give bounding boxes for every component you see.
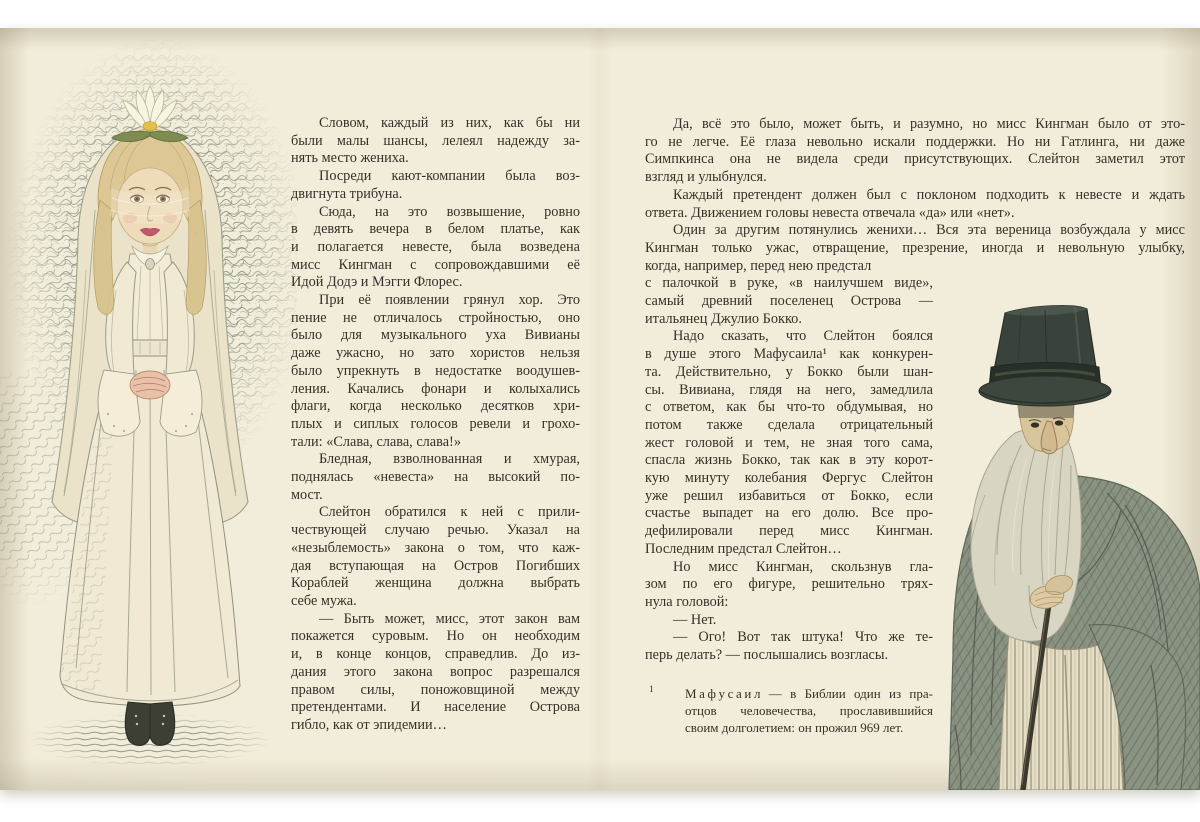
text-line: взгляд и улыбнулся. — [645, 169, 767, 186]
text-line: и полагается невесте, была возведена — [291, 238, 580, 255]
text-line: и, в конце концов, справедлив. До из- — [291, 646, 580, 663]
text-line: итальянец Джулио Бокко. — [645, 310, 802, 327]
text-line: претендентами. И население Острова — [291, 699, 580, 716]
text-line: самый древний поселенец Острова — — [645, 293, 933, 310]
text-line: Словом, каждый из них, как бы ни — [319, 115, 580, 131]
left-page-text-column — [291, 115, 580, 735]
text-line: дефилировали перед мисс Кингман. — [645, 523, 933, 540]
text-line: в девять вечера в белом платье, как — [291, 221, 580, 238]
text-line: гибло, как от эпидемии… — [291, 716, 447, 733]
text-line: своим долголетием: он прожил 969 лет. — [685, 720, 904, 736]
text-line: правом силы, поножовщиной между — [291, 681, 580, 698]
paragraph-block — [291, 611, 580, 735]
text-line: с палочкой в руке, «в наилучшем виде», — [645, 275, 933, 292]
text-line: Да, всё это было, может быть, и разумно, но мисс Кингман было от это- — [673, 116, 1185, 132]
text-line: счастье выпадет на его долю. Все про- — [645, 505, 933, 522]
text-line: нять место жениха. — [291, 150, 409, 167]
paragraph-block — [645, 275, 933, 328]
paragraph-block — [645, 116, 1185, 187]
flower-center — [143, 122, 157, 131]
text-line: уже решил избавиться от Бокко, если — [645, 487, 933, 504]
text-line: ления. Качались фонари и колыхались — [291, 380, 580, 397]
paragraph-block — [291, 504, 580, 610]
text-line: — Нет. — [673, 611, 717, 628]
paragraph-block — [645, 328, 933, 558]
text-line: кую минуту колебания Фергус Слейтон — [645, 470, 933, 487]
text-line: Посреди кают-компании была воз- — [319, 168, 580, 185]
text-line: го не легче. Её глаза невольно искали поддержки. Но ни Гатлинга, ни даже — [645, 133, 1185, 150]
text-line: Последним предстал Слейтон… — [645, 540, 842, 557]
footnote — [645, 685, 933, 737]
text-line: с ответом, как бы что-то обдумывая, но — [645, 399, 933, 416]
text-line: флаги, когда несколько десятков хри- — [291, 398, 580, 415]
text-line: «незыблемость» закона о том, что каж- — [291, 539, 580, 556]
text-line: мост. — [291, 486, 323, 503]
text-line: чествующей случаю речью. Указал на — [291, 522, 580, 539]
footnote-marker: 1 — [649, 685, 654, 695]
text-line: было для музыкального уха Вивианы — [291, 327, 580, 344]
right-page-text-column — [645, 116, 1185, 665]
text-line: Надо сказать, что Слейтон боялся — [673, 328, 933, 345]
text-line: Сюда, на это возвышение, ровно — [319, 203, 580, 220]
brooch — [146, 259, 155, 270]
text-line: отцов человечества, прославившийся — [685, 703, 933, 719]
text-line: перь делать? — послышались возгласы. — [645, 647, 889, 664]
text-line: сы. Вивиана, глядя на него, замедлила — [645, 381, 933, 398]
text-line: себе мужа. — [291, 592, 357, 609]
text-line: пение не отличалось стройностью, оно — [291, 309, 580, 326]
paragraph-block — [645, 629, 933, 664]
text-line: — Быть может, мисс, этот закон вам — [319, 610, 580, 627]
text-line: Кораблей женщина должна выбрать — [291, 575, 580, 592]
paragraph-block — [685, 685, 933, 737]
text-line: Каждый претендент должен был с поклоном подходить к невесте и ждать — [673, 186, 1185, 203]
paragraph-block — [291, 168, 580, 203]
text-line: мисс Кингман с сопровождавшими её — [291, 256, 580, 273]
text-line: зом по его фигуре, решительно трях- — [645, 576, 933, 593]
text-line: та. Действительно, у Бокко были шан- — [645, 363, 933, 380]
clasped-hands — [130, 371, 170, 399]
text-line: дания этого закона вопрос разрешался — [291, 663, 580, 680]
text-line: когда, например, перед нею предстал — [645, 257, 872, 274]
text-line: было упрекнуть в недостатке воодушев- — [291, 362, 580, 379]
paragraph-block — [645, 187, 1185, 222]
text-line: Идой Додэ и Мэгги Флорес. — [291, 274, 463, 291]
text-line: даже ужасно, но зато хористов нельзя — [291, 345, 580, 362]
text-line: потом также сделала отрицательный — [645, 416, 933, 433]
paragraph-block — [291, 451, 580, 504]
text-line: ответа. Движением головы невеста отвечала «да» или «нет». — [645, 204, 1015, 221]
footnote-text — [685, 685, 933, 737]
text-line: двигнута трибуна. — [291, 185, 403, 202]
text-line: были малы шансы, лелеял надежду за- — [291, 132, 580, 149]
text-line: дая вступающая на Остров Погибших — [291, 557, 580, 574]
text-line: плых и сиплых голосов ревели и грохо- — [291, 415, 580, 432]
book-spread — [0, 28, 1200, 790]
text-line: Симпкинса она не видела среди присутствующих. Слейтон заметил этот — [645, 151, 1185, 168]
paragraph-block — [291, 204, 580, 293]
text-line: Бледная, взволнованная и хмурая, — [319, 451, 580, 468]
text-line: в душе этого Мафусаила¹ как конкурен- — [645, 346, 933, 363]
text-line: поднялась «невеста» на высокий по- — [291, 469, 580, 486]
paragraph-block — [645, 612, 933, 630]
paragraph-block — [645, 258, 933, 276]
text-line: тали: «Слава, слава, слава!» — [291, 433, 461, 450]
paragraph-block — [645, 559, 933, 612]
paragraph-block — [291, 115, 580, 168]
text-line: Кингман только ужас, отвращение, презрение, иногда и невольную улыбку, — [645, 239, 1185, 256]
text-line: нула головой: — [645, 593, 729, 610]
text-line: При её появлении грянул хор. Это — [319, 292, 580, 309]
text-line: Но мисс Кингман, скользнув гла- — [673, 558, 933, 575]
text-line: М а ф у с а и л — в Библии один из пра- — [685, 686, 933, 701]
paragraph-block — [645, 222, 1185, 257]
text-line: спасла жизнь Бокко, так как в эту корот- — [645, 452, 933, 469]
text-line: — Ого! Вот так штука! Что же те- — [673, 629, 933, 646]
bride-illustration — [0, 40, 300, 790]
paragraph-block — [291, 292, 580, 451]
text-line: жест головой и тем, не зная того сама, — [645, 434, 933, 451]
text-line: Один за другим потянулись женихи… Вся эта вереница возбуждала у мисс — [673, 222, 1185, 239]
text-line: покажется суровым. Но он необходим — [291, 628, 580, 645]
text-line: Слейтон обратился к ней с прили- — [319, 504, 580, 521]
